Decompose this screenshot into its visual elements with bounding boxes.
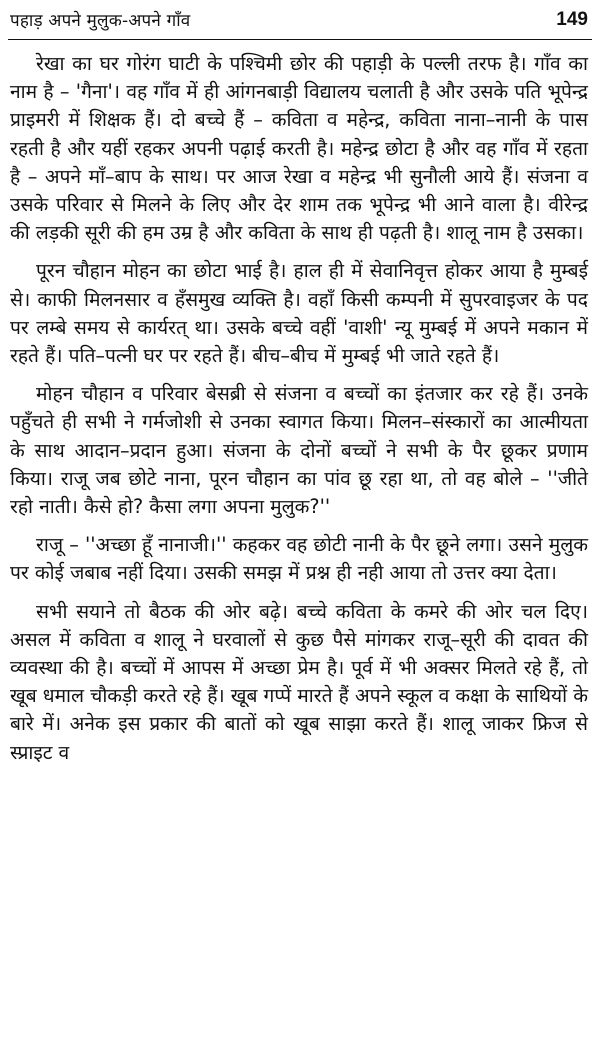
page-number: 149 (556, 8, 588, 30)
paragraph: रेखा का घर गोरंग घाटी के पश्चिमी छोर की पहाड़ी के पल्ली तरफ है। गाँव का नाम है – 'गैना'। वह गाँव में ही आंगनबाड़ी विद्यालय चलाती है और उसके पति भूपेन्द्र प्राइमरी में शिक्षक हैं। दो बच्चे हैं – कविता व महेन्द्र, कविता नाना–नानी के पास रहती है और यहीं रहकर अपनी पढ़ाई करती है। महेन्द्र छोटा है और वह गाँव में रहता है – अपने माँ–बाप के साथ। पर आज रेखा व महेन्द्र भी सुनौली आये हैं। संजना व उसके परिवार से मिलने के लिए और देर शाम तक भूपेन्द्र भी आने वाला है। वीरेन्द्र की लड़की सूरी की हम उम्र है और कविता के साथ ही पढ़ती है। शालू नाम है उसका। (10, 52, 588, 245)
page-header (8, 0, 592, 40)
paragraph: सभी सयाने तो बैठक की ओर बढ़े। बच्चे कविता के कमरे की ओर चल दिए। असल में कविता व शालू ने घरवालों से कुछ पैसे मांगकर राजू–सूरी की दावत की व्यवस्था की है। बच्चों में आपस में अच्छा प्रेम है। पूर्व में भी अक्सर मिलते रहे हैं, तो खूब धमाल चौकड़ी करते रहे हैं। खूब गप्पें मारते हैं अपने स्कूल व कक्षा के साथियों के बारे में। अनेक इस प्रकार की बातों को खूब साझा करते हैं। शालू जाकर फ्रिज से स्प्राइट व (10, 599, 588, 764)
paragraph: मोहन चौहान व परिवार बेसब्री से संजना व बच्चों का इंतजार कर रहे हैं। उनके पहुँचते ही सभी ने गर्मजोशी से उनका स्वागत किया। मिलन–संस्कारों का आत्मीयता के साथ आदान–प्रदान हुआ। संजना के दोनों बच्चों ने सभी के पैर छूकर प्रणाम किया। राजू जब छोटे नाना, पूरन चौहान का पांव छू रहा था, तो वह बोले – ''जीते रहो नाती। कैसे हो? कैसा लगा अपना मुलुक?'' (10, 382, 588, 519)
paragraph: पूरन चौहान मोहन का छोटा भाई है। हाल ही में सेवानिवृत्त होकर आया है मुम्बई से। काफी मिलनसार व हँसमुख व्यक्ति है। वहाँ किसी कम्पनी में सुपरवाइजर के पद पर लम्बे समय से कार्यरत् था। उसके बच्चे वहीं 'वाशी' न्यू मुम्बई में अपने मकान में रहते हैं। पति–पत्नी घर पर रहते हैं। बीच–बीच में मुम्बई भी जाते रहते हैं। (10, 259, 588, 368)
paragraph: राजू – ''अच्छा हूँ नानाजी।'' कहकर वह छोटी नानी के पैर छूने लगा। उसने मुलुक पर कोई जबाब नहीं दिया। उसकी समझ में प्रश्न ही नही आया तो उत्तर क्या देता। (10, 533, 588, 585)
running-head: पहाड़ अपने मुलुक-अपने गाँव (10, 11, 191, 31)
body-text (8, 50, 592, 767)
